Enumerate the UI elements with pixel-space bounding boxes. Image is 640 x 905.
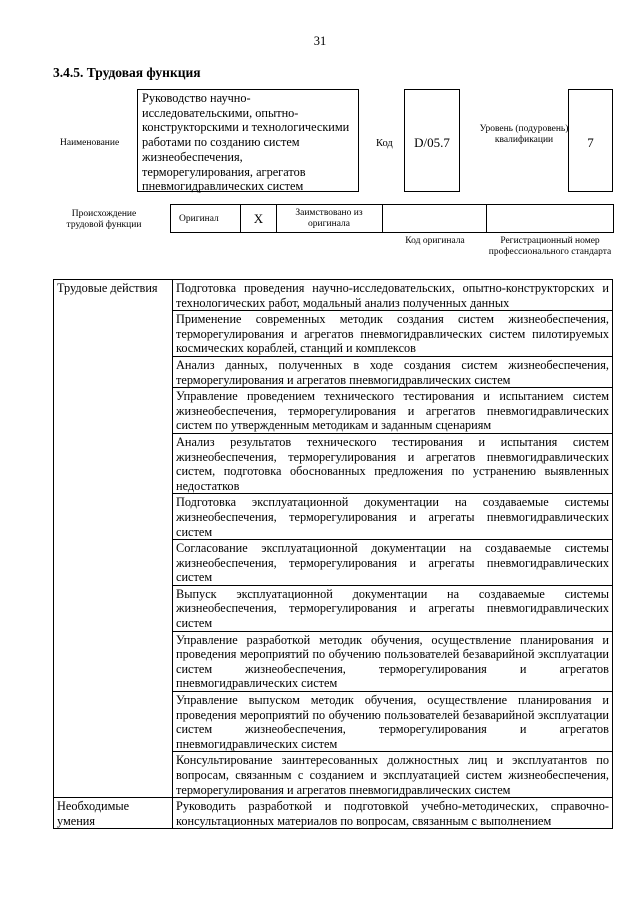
labor-action-item: Анализ результатов технического тестирования и испытания систем жизнеобеспечения, терморегулирования и агрегатов пневмогидравлических систем, подготовка обоснованных предложения по устранению выявленных недостатков (173, 433, 613, 493)
reg-number-caption: Регистрационный номер профессионального стандарта (488, 236, 612, 257)
labor-action-item: Управление разработкой методик обучения, осуществление планирования и проведения мероприятий по обучению пользователей безаварийной эксплуатации систем жизнеобеспечения, терморегулирования и агрегатов пневмогидравлических систем (173, 631, 613, 691)
page-number: 31 (313, 34, 327, 48)
labor-function-table (53, 279, 613, 829)
original-cell (171, 205, 241, 232)
level-label: Уровень (подуровень) квалификации (479, 124, 569, 145)
original-code-cell (383, 205, 487, 232)
labor-action-item: Управление проведением технического тестирования и испытанием систем жизнеобеспечения, терморегулирования и агрегатов пневмогидравлических систем по утвержденным методикам и заданным сценариям (173, 388, 613, 434)
table-row (54, 280, 613, 311)
actions-label: Трудовые действия (54, 280, 173, 798)
name-label: Наименование (60, 138, 120, 148)
code-value: D/05.7 (414, 135, 450, 150)
table-row (54, 798, 613, 829)
labor-action-item: Консультирование заинтересованных должностных лиц и эксплуатантов по вопросам, связанным с созданием и эксплуатацией систем жизнеобеспечения, терморегулирования и агрегатов пневмогидравлических систем (173, 752, 613, 798)
reg-number-cell (487, 205, 613, 232)
function-name-box (137, 89, 359, 192)
borrowed-label: Заимствовано из оригинала (295, 208, 363, 229)
level-value: 7 (587, 135, 594, 150)
section-heading: 3.4.5. Трудовая функция (53, 65, 201, 80)
labor-action-item: Выпуск эксплуатационной документации на создаваемые системы жизнеобеспечения, терморегулирования и агрегаты пневмогидравлических систем (173, 585, 613, 631)
original-code-caption: Код оригинала (405, 236, 465, 246)
labor-action-item: Управление выпуском методик обучения, осуществление планирования и проведения мероприятий по обучению пользователей безаварийной эксплуатации систем жизнеобеспечения, терморегулирования и агрегатов пневмогидравлических систем (173, 692, 613, 752)
labor-action-item: Подготовка эксплуатационной документации на создаваемые системы жизнеобеспечения, терморегулирования и агрегаты пневмогидравлических систем (173, 494, 613, 540)
code-label: Код (376, 138, 393, 149)
original-mark: X (253, 211, 264, 226)
code-box (404, 89, 460, 192)
original-label: Оригинал (179, 214, 219, 224)
skills-label: Необходимые умения (54, 798, 173, 829)
labor-action-item: Подготовка проведения научно-исследовательских, опытно-конструкторских и технологических работ, модальный анализ полученных данных (173, 280, 613, 311)
labor-action-item: Согласование эксплуатационной документации на создаваемые системы жизнеобеспечения, терморегулирования и агрегаты пневмогидравлических систем (173, 540, 613, 586)
original-mark-cell (241, 205, 277, 232)
level-box (568, 89, 613, 192)
origin-label: Происхождение трудовой функции (66, 209, 142, 230)
labor-action-item: Анализ данных, полученных в ходе создания систем жизнеобеспечения, терморегулирования и агрегатов пневмогидравлических систем (173, 356, 613, 387)
borrowed-cell (277, 205, 383, 232)
function-name-value: Руководство научно-исследовательскими, опытно-конструкторскими и технологическими работами по созданию систем жизнеобеспечения, терморегулирования, агрегатов пневмогидравлических систем (142, 91, 350, 194)
labor-action-item: Применение современных методик создания систем жизнеобеспечения, терморегулирования и агрегатов пневмогидравлических систем пилотируемых космических кораблей, станций и комплексов (173, 311, 613, 357)
skill-item: Руководить разработкой и подготовкой учебно-методических, справочно-консультационных материалов по вопросам, связанным с выполнением (173, 798, 613, 829)
origin-row (170, 204, 614, 233)
